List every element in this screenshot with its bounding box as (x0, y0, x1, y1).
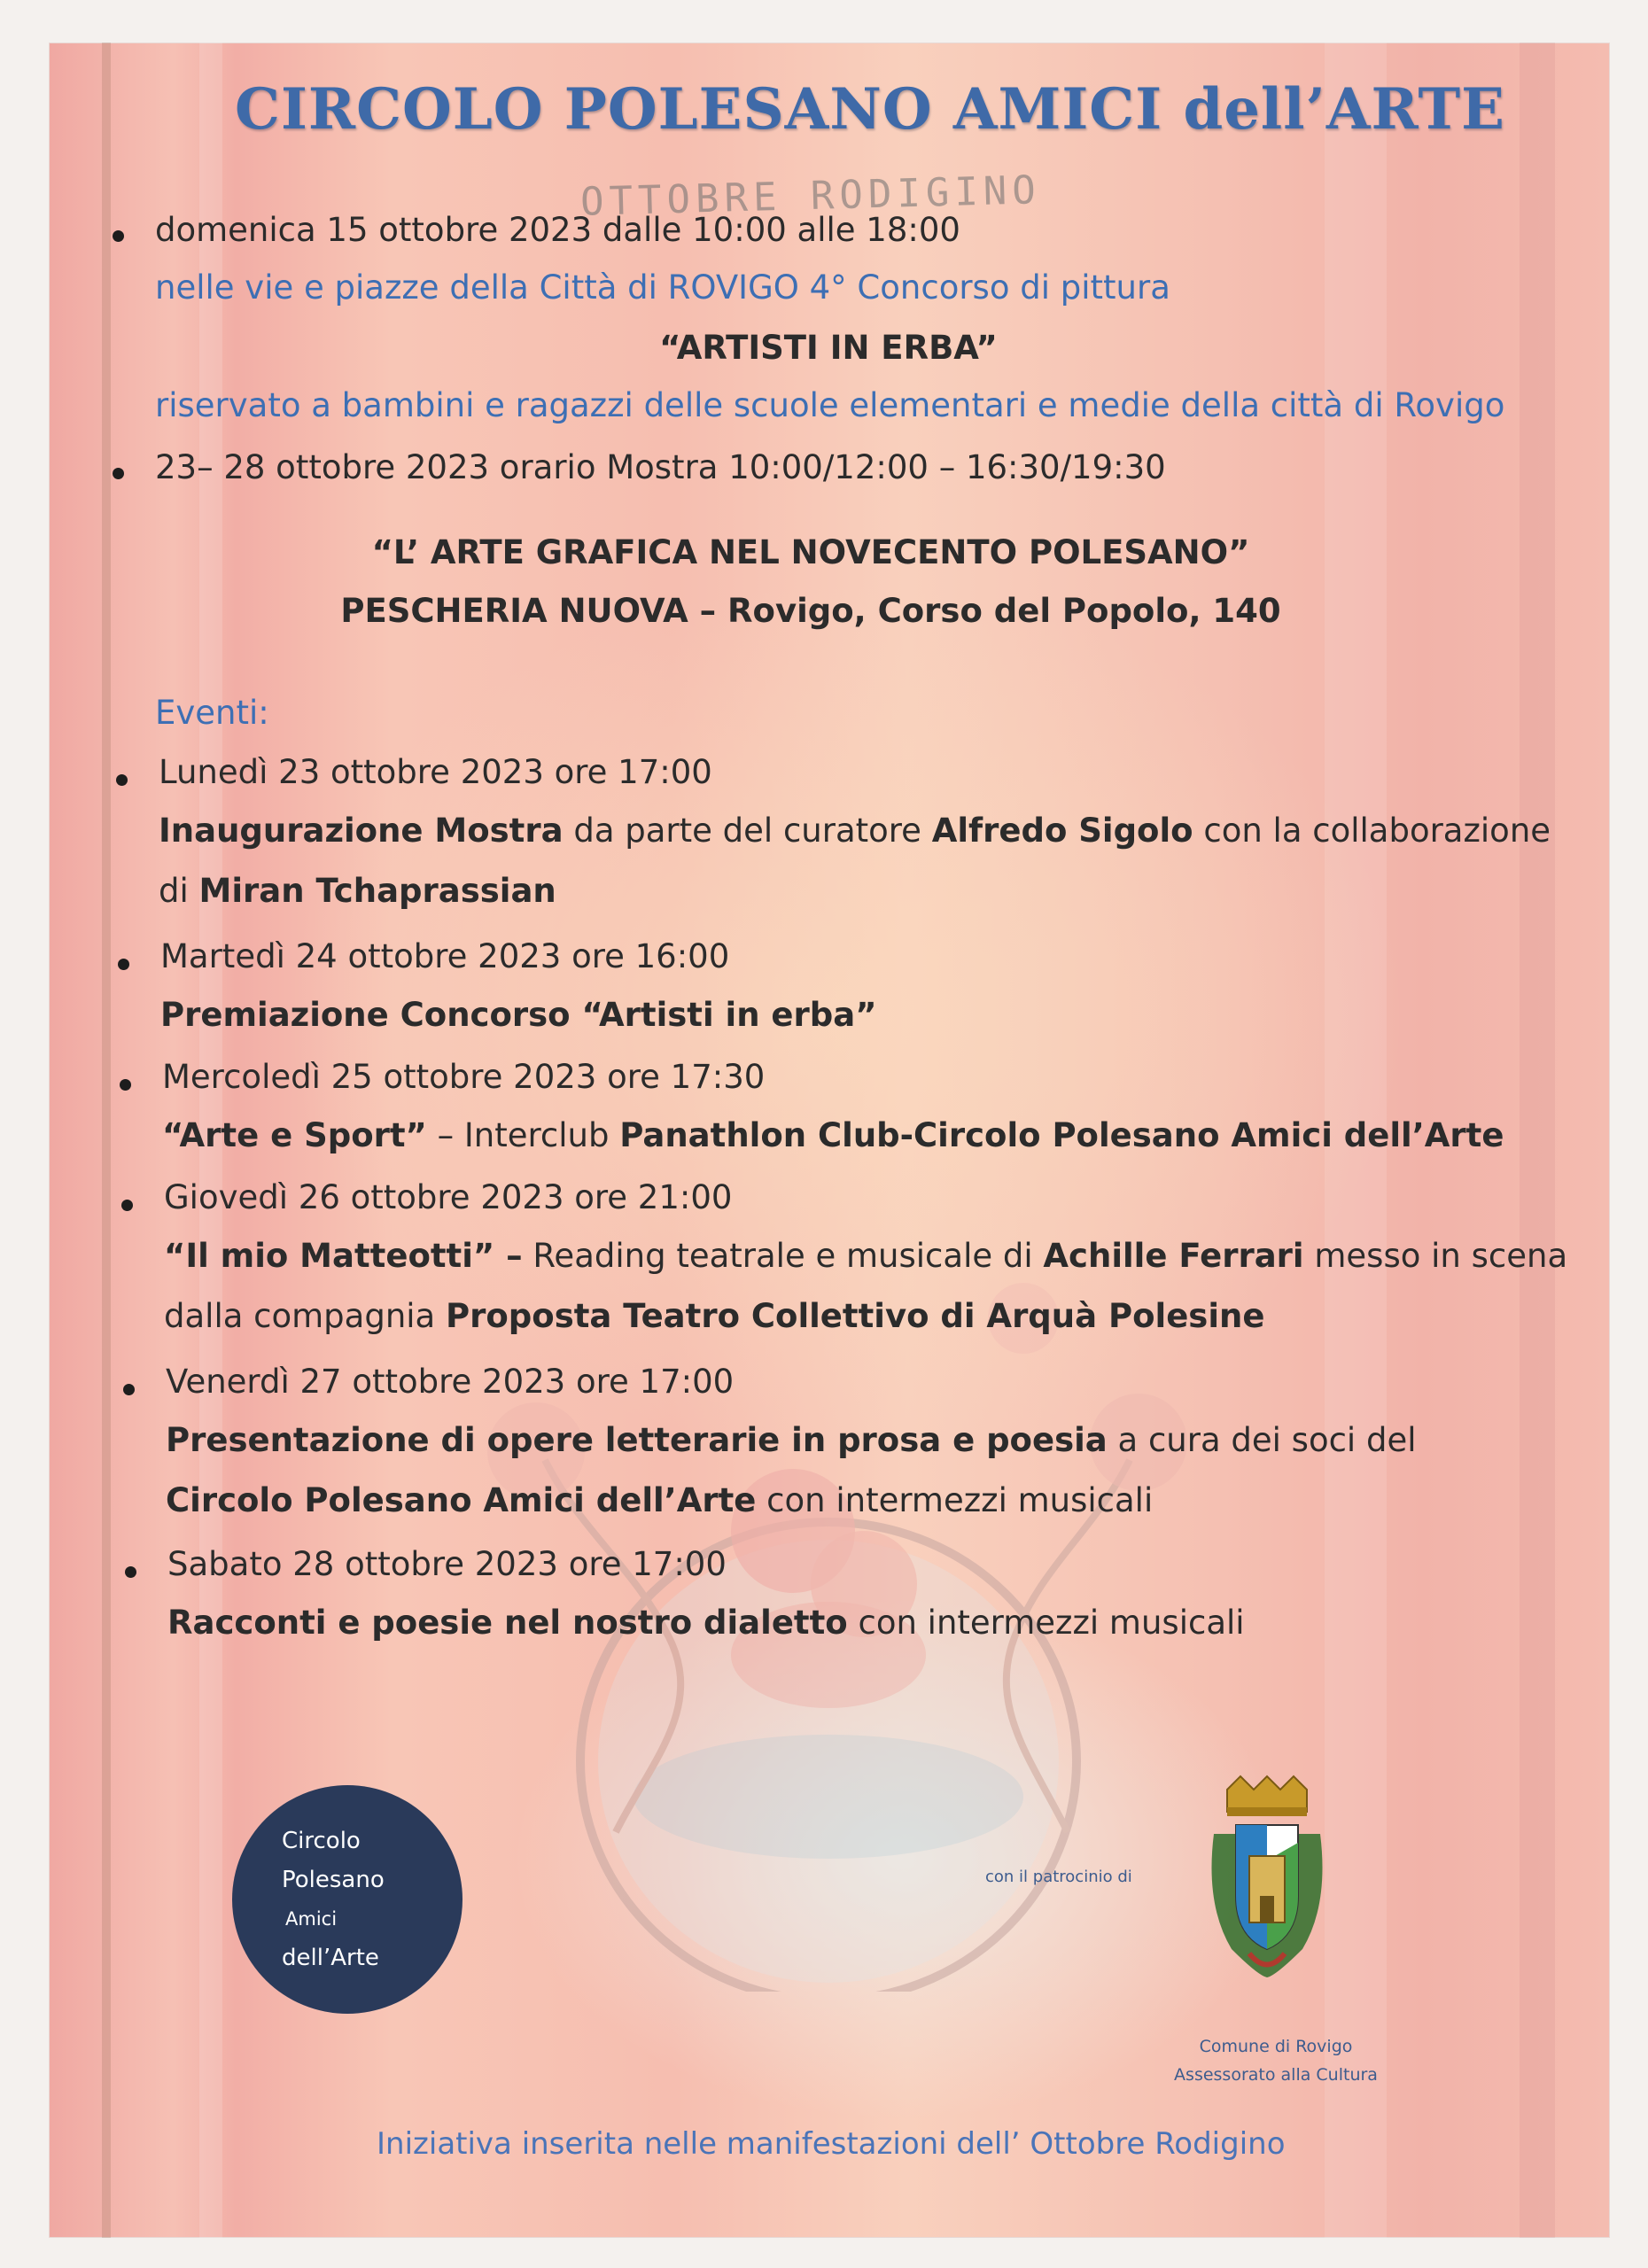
event-description: Premiazione Concorso “Artisti in erba” (160, 996, 877, 1034)
curtain-fold (102, 43, 111, 2238)
event1-name: “ARTISTI IN ERBA” (659, 329, 998, 367)
event-date: Giovedì 26 ottobre 2023 ore 21:00 (164, 1178, 733, 1216)
comune-name: Comune di Rovigo (1199, 2037, 1353, 2056)
event1-when: domenica 15 ottobre 2023 dalle 10:00 alle 18:00 (155, 211, 960, 249)
logo-text: Amici (285, 1908, 338, 1930)
comune-caption (1161, 2032, 1391, 2089)
bullet-icon (118, 959, 129, 970)
handwritten-note: OTTOBRE RODIGINO (579, 167, 1042, 225)
bullet-icon (125, 1566, 136, 1578)
logo-text: dell’Arte (282, 1945, 379, 1971)
event-description: di Miran Tchaprassian (159, 872, 556, 910)
event-date: Sabato 28 ottobre 2023 ore 17:00 (167, 1545, 727, 1583)
bullet-icon (120, 1079, 131, 1091)
bullet-icon (121, 1200, 133, 1211)
event2-when: 23– 28 ottobre 2023 orario Mostra 10:00/12:00 – 16:30/19:30 (155, 448, 1166, 486)
poster (49, 43, 1610, 2238)
event-description: Inaugurazione Mostra da parte del curatore Alfredo Sigolo con la collaborazione (159, 812, 1551, 850)
event-description: “Il mio Matteotti” – Reading teatrale e musicale di Achille Ferrari messo in scena (164, 1237, 1568, 1275)
event-description: Circolo Polesano Amici dell’Arte con intermezzi musicali (166, 1481, 1154, 1519)
event-date: Venerdì 27 ottobre 2023 ore 17:00 (166, 1363, 735, 1401)
event-description: Presentazione di opere letterarie in prosa e poesia a cura dei soci del (166, 1421, 1417, 1459)
bullet-icon (113, 230, 124, 242)
events-heading: Eventi: (155, 694, 269, 732)
event-description: dalla compagnia Proposta Teatro Collettivo di Arquà Polesine (164, 1297, 1265, 1335)
bullet-icon (116, 774, 128, 786)
bullet-icon (123, 1384, 135, 1395)
event-date: Mercoledì 25 ottobre 2023 ore 17:30 (162, 1058, 766, 1096)
event-description: Racconti e poesie nel nostro dialetto con intermezzi musicali (167, 1604, 1245, 1642)
circolo-logo (232, 1785, 463, 2014)
bullet-icon (113, 468, 124, 479)
logo-text: Circolo (282, 1828, 361, 1854)
event2-name: “L’ ARTE GRAFICA NEL NOVECENTO POLESANO” (371, 533, 1250, 571)
event-description: “Arte e Sport” – Interclub Panathlon Club-Circolo Polesano Amici dell’Arte (162, 1116, 1504, 1154)
rovigo-coat-of-arms-icon (1178, 1772, 1356, 1993)
patronage-label: con il patrocinio di (985, 1868, 1132, 1886)
footer-note: Iniziativa inserita nelle manifestazioni dell’ Ottobre Rodigino (377, 2126, 1286, 2162)
logo-text: Polesano (282, 1867, 385, 1893)
event-date: Martedì 24 ottobre 2023 ore 16:00 (160, 937, 730, 975)
event-date: Lunedì 23 ottobre 2023 ore 17:00 (159, 753, 712, 791)
page-title: CIRCOLO POLESANO AMICI dell’ARTE (235, 76, 1505, 143)
curtain-fold (1520, 43, 1555, 2238)
event2-venue: PESCHERIA NUOVA – Rovigo, Corso del Popolo, 140 (340, 592, 1281, 630)
comune-office: Assessorato alla Cultura (1174, 2065, 1378, 2085)
event1-audience: riservato a bambini e ragazzi delle scuole elementari e medie della città di Rovigo (155, 386, 1505, 424)
event1-where: nelle vie e piazze della Città di ROVIGO 4° Concorso di pittura (155, 268, 1170, 307)
